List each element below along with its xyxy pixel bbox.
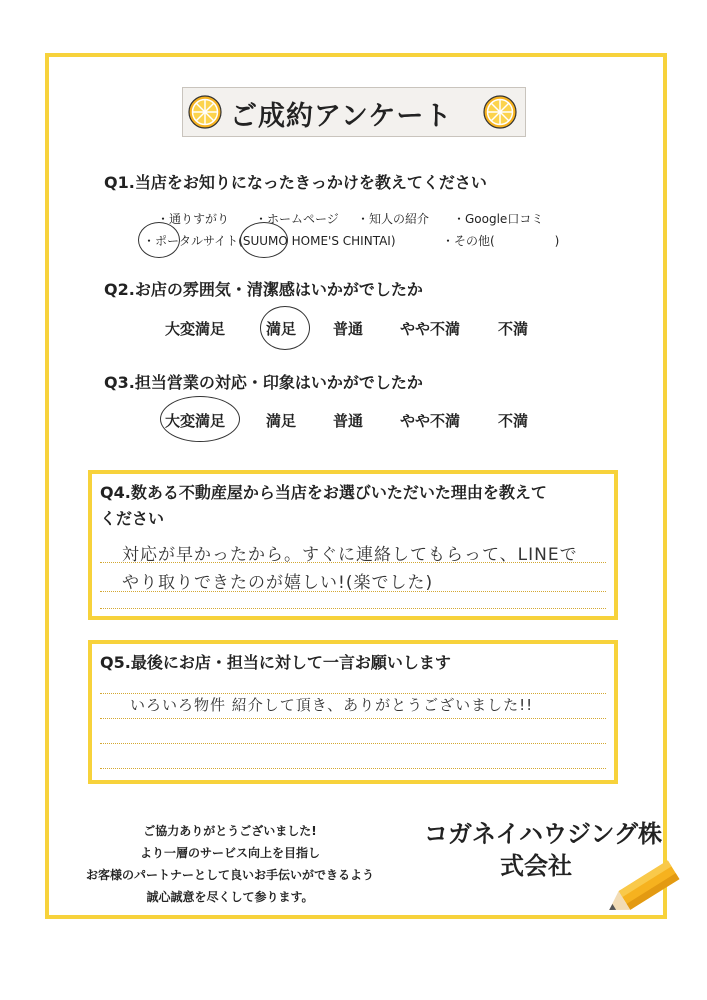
q4-answer-line-3 (100, 608, 606, 609)
q1-question: Q1.当店をお知りになったきっかけを教えてください (104, 173, 487, 192)
q2-question: Q2.お店の雰囲気・清潔感はいかがでしたか (104, 280, 423, 299)
q3-choice-neutral[interactable]: 普通 (333, 412, 364, 430)
footer-line3: お客様のパートナーとして良いお手伝いができるよう (85, 868, 374, 882)
footer-line2: より一層のサービス向上を目指し (139, 846, 320, 860)
q1-option-homepage[interactable]: ・ホームページ (255, 212, 339, 226)
company-name-line2: 式会社 (500, 852, 572, 880)
q5-answer-line-4 (100, 768, 606, 769)
q1-option-portal-site[interactable]: ・ポータルサイト(SUUMO HOME'S CHINTAI) (143, 234, 396, 248)
q2-choice-dissatisfied[interactable]: 不満 (498, 320, 529, 338)
orange-slice-icon-left (188, 95, 222, 129)
pencil-icon (600, 855, 690, 925)
q1-option-google-review[interactable]: ・Google口コミ (453, 212, 544, 226)
q3-choice-very-satisfied[interactable]: 大変満足 (165, 412, 226, 430)
q3-choice-satisfied[interactable]: 満足 (266, 412, 297, 430)
hand-drawn-circle-q3-answer (160, 396, 240, 442)
q1-option-referral[interactable]: ・知人の紹介 (357, 212, 430, 226)
q1-option-other[interactable]: ・その他( ) (442, 234, 560, 248)
q5-handwritten-answer[interactable]: いろいろ物件 紹介して頂き、ありがとうございました!! (130, 696, 534, 714)
q5-question: Q5.最後にお店・担当に対して一言お願いします (100, 653, 451, 672)
orange-slice-icon-right (483, 95, 517, 129)
q2-choice-very-satisfied[interactable]: 大変満足 (165, 320, 226, 338)
q5-answer-line-3 (100, 743, 606, 744)
q2-choice-satisfied[interactable]: 満足 (266, 320, 297, 338)
q4-question-line1: Q4.数ある不動産屋から当店をお選びいただいた理由を教えて (100, 483, 547, 502)
q4-handwritten-answer-line2[interactable]: やり取りできたのが嬉しい!(楽でした) (122, 573, 434, 593)
company-name-line1: コガネイハウジング株 (424, 820, 662, 848)
page-title: ご成約アンケート (230, 101, 453, 132)
q4-handwritten-answer-line1[interactable]: 対応が早かったから。すぐに連絡してもらって、LINEで (122, 545, 578, 565)
q3-choice-somewhat-dissatisfied[interactable]: やや不満 (400, 412, 461, 430)
hand-drawn-circle-q2-answer (260, 306, 310, 350)
hand-drawn-circle-suumo (240, 222, 288, 258)
q3-question: Q3.担当営業の対応・印象はいかがでしたか (104, 373, 423, 392)
q2-choice-neutral[interactable]: 普通 (333, 320, 364, 338)
hand-drawn-circle-portal (138, 222, 180, 258)
q5-answer-line-2 (100, 718, 606, 719)
q4-question-line2: ください (100, 509, 165, 528)
q2-choice-somewhat-dissatisfied[interactable]: やや不満 (400, 320, 461, 338)
q3-choice-dissatisfied[interactable]: 不満 (498, 412, 529, 430)
q1-option-passing-by[interactable]: ・通りすがり (157, 212, 230, 226)
footer-line4: 誠心誠意を尽くして参ります。 (146, 890, 314, 904)
footer-thanks: ご協力ありがとうございました! (143, 824, 317, 838)
